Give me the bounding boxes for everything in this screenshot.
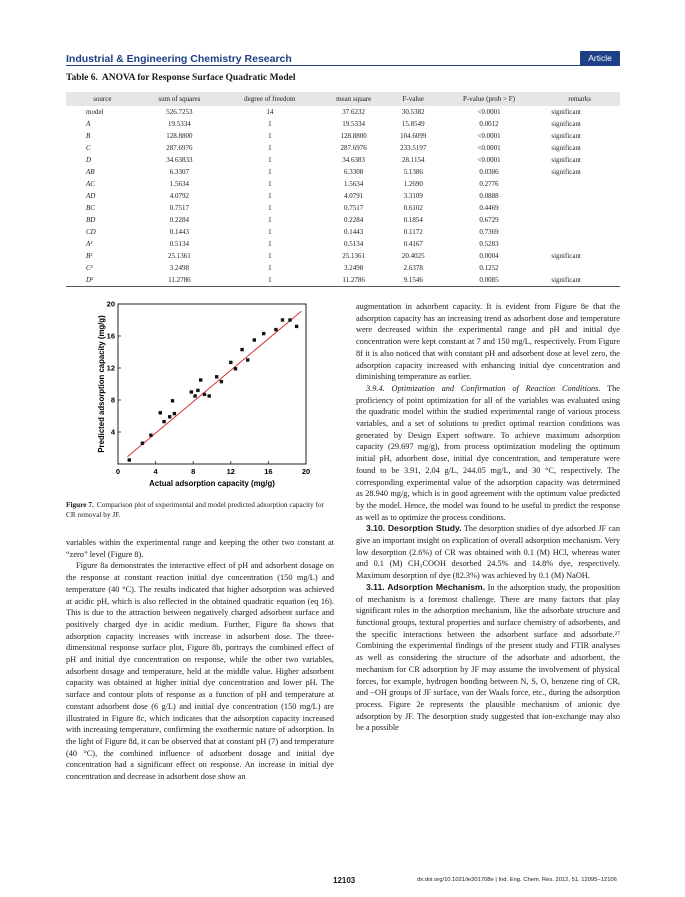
table-cell: C bbox=[86, 144, 91, 152]
table-cell: BD bbox=[86, 216, 96, 224]
column-header: sum of squares bbox=[139, 92, 220, 106]
table-cell: 1 bbox=[268, 156, 272, 164]
table-cell: 0.1172 bbox=[403, 228, 423, 236]
table-cell: 11.2786 bbox=[139, 274, 220, 287]
data-point bbox=[220, 380, 223, 383]
table-cell: significant bbox=[551, 108, 581, 116]
table-cell: 20.4025 bbox=[401, 252, 425, 260]
table-cell: 0.6102 bbox=[403, 204, 423, 212]
table-cell: 3.2498 bbox=[169, 264, 190, 272]
table-cell: D bbox=[86, 156, 92, 164]
table-cell: C² bbox=[86, 264, 93, 272]
table-cell: 0.1854 bbox=[403, 216, 423, 224]
table-cell: D² bbox=[66, 274, 139, 287]
table-row bbox=[66, 142, 620, 154]
table-cell: 0.7517 bbox=[169, 204, 190, 212]
page-number: 12103 bbox=[333, 876, 356, 885]
table-row bbox=[66, 274, 620, 287]
table-cell: AC bbox=[86, 180, 95, 188]
table-cell: 9.1546 bbox=[388, 274, 439, 287]
table-cell: 1 bbox=[268, 180, 272, 188]
table-cell: 1 bbox=[268, 264, 272, 272]
table-cell: 0.2776 bbox=[479, 180, 499, 188]
fit-line bbox=[127, 311, 301, 457]
y-tick-label: 12 bbox=[106, 363, 115, 373]
data-point bbox=[141, 442, 144, 445]
table-cell: significant bbox=[551, 132, 581, 140]
table-cell: B bbox=[86, 132, 91, 140]
table-cell: 1 bbox=[268, 132, 272, 140]
x-axis-label: Actual adsorption capacity (mg/g) bbox=[149, 479, 275, 488]
column-header: degree of freedom bbox=[220, 92, 319, 106]
x-tick-label: 0 bbox=[115, 467, 121, 476]
table-cell: 5.1386 bbox=[403, 168, 423, 176]
table-cell: A² bbox=[86, 240, 93, 248]
table-caption bbox=[66, 73, 295, 83]
table-cell: 1.5634 bbox=[169, 180, 190, 188]
anova-table bbox=[66, 92, 620, 287]
citation-footer: dx.doi.org/10.1021/ie301708e | Ind. Eng. Chem. Res. 2012, 51, 12095−12106 bbox=[417, 877, 617, 883]
y-tick-label: 20 bbox=[106, 299, 115, 309]
table-cell: model bbox=[86, 108, 104, 116]
y-tick-label: 8 bbox=[110, 395, 115, 405]
table-number: Table 6. bbox=[66, 73, 98, 83]
optimization-paragraph bbox=[356, 383, 620, 523]
table-cell: significant bbox=[551, 144, 581, 152]
x-tick-label: 20 bbox=[301, 467, 311, 476]
column-header: source bbox=[66, 92, 139, 106]
optimization-heading: 3.9.4. Optimization and Confirmation of Reaction Conditions. bbox=[366, 383, 601, 393]
mechanism-heading: 3.11. Adsorption Mechanism. bbox=[366, 581, 486, 592]
table-cell: 0.5134 bbox=[169, 240, 190, 248]
table-cell: 0.1443 bbox=[169, 228, 190, 236]
table-cell: AD bbox=[86, 192, 96, 200]
column-header: P-value (prob > F) bbox=[439, 92, 540, 106]
column-header: F-value bbox=[388, 92, 439, 106]
desorption-heading: 3.10. Desorption Study. bbox=[366, 523, 462, 534]
data-point bbox=[234, 367, 237, 370]
table-cell: 0.5283 bbox=[479, 240, 499, 248]
table-cell: significant bbox=[551, 156, 581, 164]
table-row bbox=[66, 226, 620, 238]
table-cell: 1 bbox=[268, 192, 272, 200]
mechanism-paragraph bbox=[356, 582, 620, 734]
data-point bbox=[229, 361, 232, 364]
data-point bbox=[274, 328, 277, 331]
table-cell bbox=[539, 202, 620, 214]
table-cell: 1 bbox=[268, 168, 272, 176]
table-cell: <0.0001 bbox=[477, 156, 501, 164]
y-tick-label: 4 bbox=[110, 427, 115, 437]
figure-caption bbox=[66, 500, 334, 520]
table-cell: 0.5134 bbox=[344, 240, 364, 248]
column-header: mean square bbox=[320, 92, 388, 106]
x-tick-label: 8 bbox=[191, 467, 196, 476]
table-cell: 1 bbox=[268, 216, 272, 224]
table-row bbox=[66, 166, 620, 178]
table-cell: significant bbox=[551, 252, 581, 260]
desorption-paragraph bbox=[356, 523, 620, 582]
table-cell: 37.6232 bbox=[342, 108, 366, 116]
table-cell: 1 bbox=[268, 144, 272, 152]
table-cell bbox=[539, 238, 620, 250]
table-cell: 3.3109 bbox=[403, 192, 423, 200]
table-body bbox=[66, 106, 620, 287]
table-cell: 0.0386 bbox=[479, 168, 499, 176]
data-point bbox=[281, 318, 284, 321]
x-tick-label: 4 bbox=[153, 467, 158, 476]
table-cell: 0.7517 bbox=[344, 204, 364, 212]
table-cell bbox=[539, 178, 620, 190]
table-row bbox=[66, 190, 620, 202]
table-cell: 4.0792 bbox=[169, 192, 190, 200]
table-cell: significant bbox=[539, 274, 620, 287]
scatter-plot bbox=[98, 300, 316, 492]
data-point bbox=[196, 389, 199, 392]
data-point bbox=[162, 420, 165, 423]
header-rule bbox=[66, 65, 620, 66]
table-cell: <0.0001 bbox=[477, 108, 501, 116]
table-cell: <0.0001 bbox=[477, 144, 501, 152]
right-column bbox=[356, 301, 620, 734]
table-cell: 128.8800 bbox=[166, 132, 193, 140]
table-header-row bbox=[66, 92, 620, 106]
right-paragraph-1: augmentation in adsorbent capacity. It is evident from Figure 8e that the adsorption capacity has an increasing trend as adsorbent dose and temperature were decreased within the experimental range and pH and initial dye concentration were kept constant at 7 and 150 mg/L, respectively. From Figure 8f it is also noticed that with constant pH and adsorbent dose at level zero, the adsorption capacity increased with enhancing initial dye concentration and diminishing temperature as earlier. bbox=[356, 302, 620, 382]
article-badge: Article bbox=[580, 51, 620, 65]
table-cell: 11.2786 bbox=[320, 274, 388, 287]
table-cell: 104.6099 bbox=[400, 132, 427, 140]
left-paragraph-1: variables within the experimental range and keeping the other two constant at “zero” level (Figure 8). bbox=[66, 538, 334, 559]
table-cell: 0.0012 bbox=[479, 120, 499, 128]
data-point bbox=[253, 338, 256, 341]
table-cell: 1 bbox=[268, 120, 272, 128]
table-cell: 0.2284 bbox=[169, 216, 190, 224]
table-row bbox=[66, 178, 620, 190]
table-row bbox=[66, 262, 620, 274]
table-cell: 19.5334 bbox=[342, 120, 366, 128]
table-cell: 0.0888 bbox=[479, 192, 499, 200]
data-point bbox=[171, 399, 174, 402]
data-point bbox=[193, 394, 196, 397]
data-point bbox=[149, 434, 152, 437]
table-row bbox=[66, 130, 620, 142]
data-point bbox=[288, 318, 291, 321]
table-cell: 3.2498 bbox=[344, 264, 364, 272]
table-cell: 0.0004 bbox=[479, 252, 499, 260]
table-row bbox=[66, 214, 620, 226]
table-cell: 1 bbox=[220, 274, 319, 287]
table-cell: <0.0001 bbox=[477, 132, 501, 140]
column-header: remarks bbox=[539, 92, 620, 106]
table-cell: 6.3308 bbox=[344, 168, 364, 176]
data-point bbox=[168, 415, 171, 418]
y-axis-label: Predicted adsorption capacity (mg/g) bbox=[97, 315, 106, 453]
table-row bbox=[66, 250, 620, 262]
table-row bbox=[66, 118, 620, 130]
left-paragraph-2: Figure 8a demonstrates the interactive effect of pH and adsorbent dosage on the response at constant reaction initial dye concentration (150 mg/L) and temperature (40 °C). The results indicated that higher adsorption was achieved at acidic pH, which is also reflected in the obtained quadratic equation (eq 16). This is due to the attraction between negatively charged adsorbent surface and positively charged dye in acidic medium. Further, Figure 8a shows that adsorption capacity increases with increase in adsorbent dose. The three-dimensional response surface plot, Figure 8b, portrays the combined effect of pH and initial dye concentration on response, while the other two variables, adsorbent dosage and temperature, held at the middle value. Higher adsorbent capacity was obtained at higher initial dye concentration and lower pH. The surface and contour plots of response as a function of pH and temperature at constant adsorbent dose (6 g/L) and initial dye concentration (150 mg/L) are illustrated in Figure 8c, which indicates that the adsorption capacity increased with increasing temperature, confirming the exothermic nature of adsorption. In the light of Figure 8d, it can be observed that at constant pH (7) and temperature (40 °C), the combined influence of adsorbent dosage and initial dye concentration had a significant effect on response. An increase in initial dye concentration and decrease in adsorbent dose show an bbox=[66, 561, 334, 782]
table-row bbox=[66, 238, 620, 250]
table-cell: 1.5634 bbox=[344, 180, 364, 188]
table-cell: 15.8549 bbox=[401, 120, 425, 128]
data-point bbox=[240, 348, 243, 351]
table-cell: AB bbox=[86, 168, 95, 176]
table-cell bbox=[539, 226, 620, 238]
data-point bbox=[207, 394, 210, 397]
table-cell: 1 bbox=[268, 252, 272, 260]
table-cell: 1 bbox=[268, 240, 272, 248]
desorption-text: The desorption studies of dye adsorbed JF can give an important insight on explication of overall adsorption mechanism. Very low desorption (2.6%) of CR was obtained with 0.1 (M) HCl, whereas water and 0.1 (M) CH₃COOH desorbed 24.5% and 14.8% dye, respectively. Maximum desorption of dye (82.3%) was achieved by 0.1 (M) NaOH. bbox=[356, 524, 620, 581]
data-point bbox=[203, 393, 206, 396]
table-cell: significant bbox=[551, 120, 581, 128]
y-tick-label: 16 bbox=[106, 331, 115, 341]
table-cell: 2.6378 bbox=[403, 264, 423, 272]
data-point bbox=[262, 332, 265, 335]
data-point bbox=[190, 390, 193, 393]
table-cell bbox=[539, 214, 620, 226]
table-cell: 30.5382 bbox=[401, 108, 425, 116]
plot-frame bbox=[118, 304, 306, 464]
table-cell: 0.1252 bbox=[479, 264, 499, 272]
table-cell: 233.5197 bbox=[400, 144, 427, 152]
table-cell: 0.1443 bbox=[344, 228, 364, 236]
table-cell bbox=[539, 190, 620, 202]
journal-title: Industrial & Engineering Chemistry Research bbox=[66, 53, 292, 65]
table-cell: 0.2284 bbox=[344, 216, 364, 224]
table-cell: 25.1361 bbox=[342, 252, 366, 260]
table-cell: A bbox=[86, 120, 91, 128]
table-cell: 1 bbox=[268, 228, 272, 236]
figure-label: Figure 7. bbox=[66, 500, 94, 509]
x-tick-label: 16 bbox=[264, 467, 273, 476]
table-cell: CD bbox=[86, 228, 96, 236]
table-cell: 34.6383 bbox=[342, 156, 366, 164]
table-row bbox=[66, 154, 620, 166]
data-point bbox=[215, 375, 218, 378]
table-cell: 1.2690 bbox=[403, 180, 423, 188]
table-cell: 19.5334 bbox=[168, 120, 191, 128]
table-row bbox=[66, 202, 620, 214]
table-cell: 287.6976 bbox=[340, 144, 367, 152]
data-point bbox=[295, 325, 298, 328]
table-cell: 25.1361 bbox=[168, 252, 191, 260]
table-cell: 0.7369 bbox=[479, 228, 499, 236]
table-cell: 287.6976 bbox=[166, 144, 193, 152]
table-cell: 128.8800 bbox=[340, 132, 367, 140]
table-cell: BC bbox=[86, 204, 95, 212]
table-cell: 0.0085 bbox=[439, 274, 540, 287]
table-cell: 526.7253 bbox=[166, 108, 193, 116]
data-point bbox=[199, 378, 202, 381]
left-column bbox=[66, 537, 334, 783]
figure-caption-text: Comparison plot of experimental and model predicted adsorption capacity for CR removal by JF. bbox=[66, 500, 324, 519]
data-point bbox=[173, 412, 176, 415]
data-point bbox=[159, 411, 162, 414]
table-cell: 4.0791 bbox=[344, 192, 364, 200]
data-point bbox=[246, 358, 249, 361]
table-cell: 28.1154 bbox=[401, 156, 425, 164]
table-cell: 0.6729 bbox=[479, 216, 499, 224]
table-cell: 0.4167 bbox=[403, 240, 423, 248]
data-point bbox=[128, 458, 131, 461]
table-cell: 0.4469 bbox=[479, 204, 499, 212]
table-cell bbox=[539, 262, 620, 274]
table-cell: 6.3307 bbox=[169, 168, 190, 176]
optimization-text: The proficiency of point optimization for all of the variables was evaluated using the quadratic model within the studied experimental range of various process variables, and a set of solutions to predict optimal reaction conditions was generated by Design Expert software. To achieve maximum adsorption capacity (29.697 mg/g), from process optimization modeling the optimum initial pH, adsorbent dose, initial dye concentration, and temperature were found to be 3.91, 2.04 g/L, 244.05 mg/L, and 30 °C, respectively. The corresponding experimental value of the adsorption capacity was determined as 28.940 mg/g, which is in good agreement with the optimum value predicted by the model. Hence, the model was found to be useful to predict the response as well as to optimize the process conditions. bbox=[356, 383, 620, 522]
table-cell: significant bbox=[551, 168, 581, 176]
table-cell: 1 bbox=[268, 204, 272, 212]
table-cell: 34.63833 bbox=[166, 156, 193, 164]
table-row bbox=[66, 106, 620, 118]
x-tick-label: 12 bbox=[226, 467, 235, 476]
table-title: ANOVA for Response Surface Quadratic Model bbox=[101, 73, 296, 83]
mechanism-text: In the adsorption study, the proposition of mechanism is a foremost challenge. There are many factors that play significant roles in the adsorption mechanism, like the adsorbate structure and functional groups, textural properties and surface chemistry of adsorbents, and the specific interactions between the adsorbent surface and adsorbate.²⁷ Combining the experimental findings of the present study and FTIR analyses as well as considering the structure of the adsorbate and adsorbent, the mechanism for CR adsorption by JF may assume the involvement of physical forces, for example, hydrogen bonding between N, S, O, benzene ring of CR, and −OH groups of JF surface, van der Waals force, etc., during the adsorption process. Figure 2e represents the plausible mechanism of anionic dye adsorption by JF. The desorption study suggested that ion-exchange may also be a possible bbox=[356, 582, 620, 733]
table-cell: 14 bbox=[266, 108, 274, 116]
table-cell: B² bbox=[86, 252, 93, 260]
